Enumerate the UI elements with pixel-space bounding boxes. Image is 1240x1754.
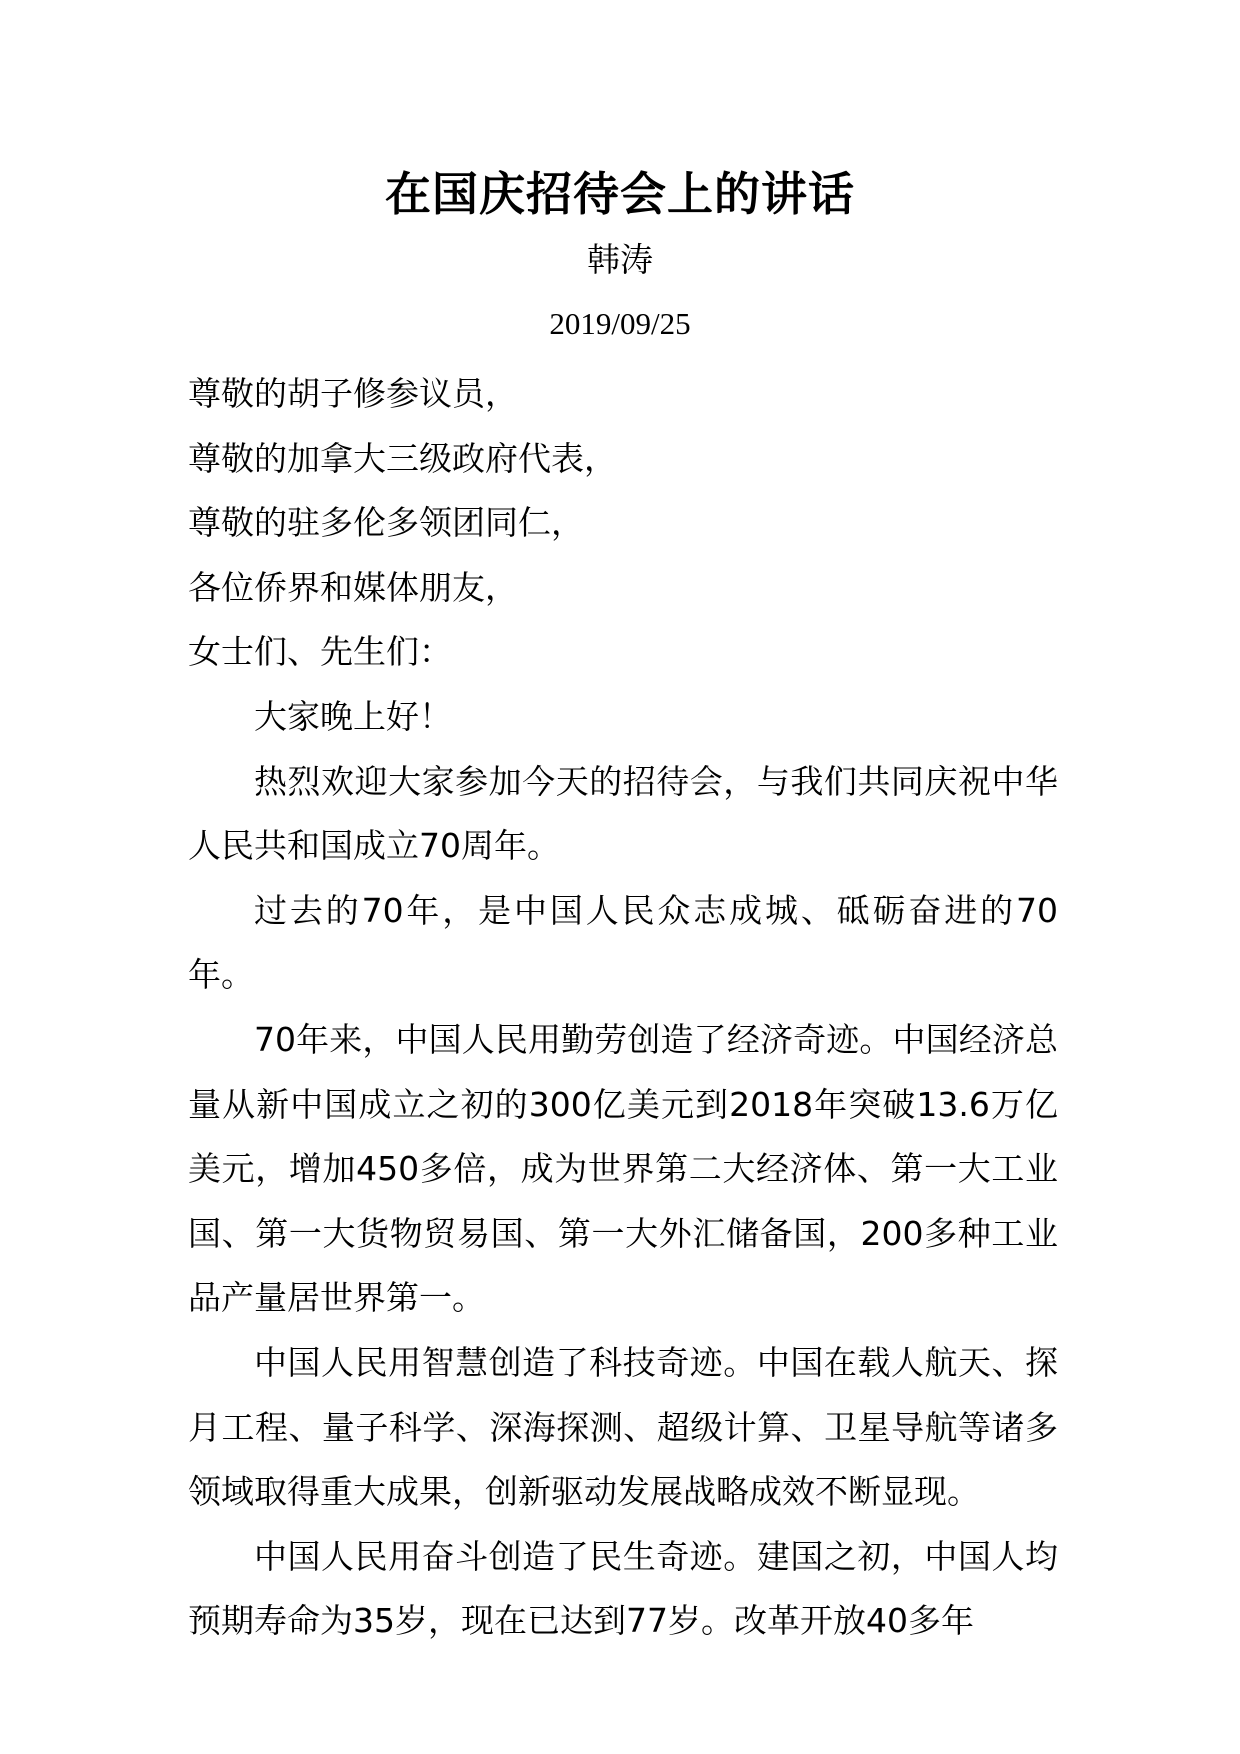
body-paragraph: 过去的70年，是中国人民众志成城、砥砺奋进的70年。 xyxy=(188,890,1058,995)
body-paragraph: 热烈欢迎大家参加今天的招待会，与我们共同庆祝中华人民共和国成立70周年。 xyxy=(188,761,1058,866)
document-title: 在国庆招待会上的讲话 xyxy=(385,167,855,221)
salutation-line: 尊敬的驻多伦多领团同仁， xyxy=(188,503,584,543)
document-author: 韩涛 xyxy=(587,240,653,279)
salutation-line: 尊敬的胡子修参议员， xyxy=(188,374,518,413)
document-body xyxy=(188,362,1058,1654)
salutation-line: 女士们、先生们： xyxy=(188,632,452,672)
greeting-paragraph: 大家晚上好！ xyxy=(254,696,452,736)
document-date: 2019/09/25 xyxy=(549,306,691,341)
body-paragraph: 中国人民用奋斗创造了民生奇迹。建国之初，中国人均预期寿命为35岁，现在已达到77岁。改革开放40多年 xyxy=(188,1536,1058,1641)
body-paragraph: 70年来，中国人民用勤劳创造了经济奇迹。中国经济总量从新中国成立之初的300亿美元到2018年突破13.6万亿美元，增加450多倍，成为世界第二大经济体、第一大工业国、第一大货物贸易国、第一大外汇储备国，200多种工业品产量居世界第一。 xyxy=(188,1019,1058,1318)
salutation-line: 各位侨界和媒体朋友， xyxy=(188,567,518,607)
body-paragraph: 中国人民用智慧创造了科技奇迹。中国在载人航天、探月工程、量子科学、深海探测、超级计算、卫星导航等诸多领域取得重大成果，创新驱动发展战略成效不断显现。 xyxy=(188,1342,1058,1512)
salutation-line: 尊敬的加拿大三级政府代表， xyxy=(188,438,617,478)
